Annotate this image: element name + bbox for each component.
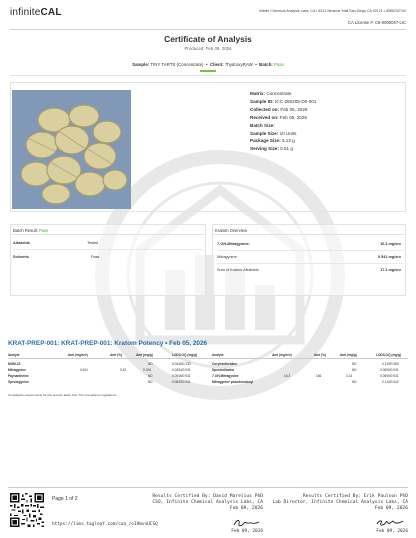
overview-row-name: Sum of Kratom Alkaloids: bbox=[217, 268, 260, 272]
batch-row-value: Tested bbox=[87, 241, 99, 245]
table-cell: ND bbox=[352, 368, 357, 372]
tablets-image-icon bbox=[12, 90, 131, 209]
signature-date: Feb 09, 2026 bbox=[231, 529, 263, 534]
table-cell: Paynantheine bbox=[8, 374, 29, 378]
detail-received: Received on: Feb 05, 2026 bbox=[250, 114, 307, 120]
logo-prefix: infinite bbox=[10, 7, 41, 18]
brand-logo bbox=[10, 7, 62, 18]
accent-bar bbox=[200, 70, 216, 72]
table-cell: ND bbox=[352, 362, 357, 366]
table-cell: MGM-15 bbox=[8, 362, 21, 366]
client-label: Client: bbox=[209, 62, 224, 67]
logo-bold: CAL bbox=[40, 7, 62, 18]
table-cell: 3.24 bbox=[346, 374, 353, 378]
batch-row-name: Alkaloids bbox=[13, 241, 30, 245]
detail-sample-size: Sample Size: 10 Units bbox=[250, 130, 297, 136]
detail-serving-size: Serving Size: 0.51 g bbox=[250, 146, 293, 152]
table-cell: 0.541 bbox=[80, 368, 88, 372]
col-header-analyte: Analyte bbox=[8, 353, 20, 357]
overview-row-value: 0.541 mg/srv bbox=[377, 255, 401, 259]
col-header-amt-mgsrv: Amt (mg/srv) bbox=[68, 353, 88, 357]
page-number: Page 1 of 2 bbox=[52, 496, 78, 502]
detail-collected: Collected on: Feb 05, 2026 bbox=[250, 106, 308, 112]
info-divider bbox=[10, 75, 406, 76]
certifier-block-1 bbox=[152, 494, 263, 512]
table-cell: 166 bbox=[316, 374, 322, 378]
kratom-overview-box bbox=[212, 224, 406, 296]
table-cell: 0.43 bbox=[120, 368, 127, 372]
sample-label: Sample: bbox=[132, 62, 150, 67]
table-cell: Corynantheidine bbox=[212, 362, 238, 366]
table-cell: Speciogynine bbox=[8, 380, 29, 384]
col-header-amt-mgg: Amt (mg/g) bbox=[340, 353, 357, 357]
header-divider bbox=[10, 29, 406, 30]
table-cell: 0.0354/0.931 bbox=[172, 368, 191, 372]
sample-info-row: Sample: TINY TARTS (Concentrate) • Client: 7hydroxyRAW • Batch: Pass bbox=[132, 62, 284, 67]
col-header-amt-pct: Amt (%) bbox=[110, 353, 123, 357]
batch-row-value: Pass bbox=[91, 255, 100, 259]
table-cell: ND bbox=[148, 380, 153, 384]
col-header-analyte: Analyte bbox=[212, 353, 224, 357]
table-cell: 0.119/0.359 bbox=[382, 362, 399, 366]
overview-row-name: 7-OH-Mitragynine: bbox=[217, 242, 250, 246]
table-cell: 0.0840/0.931 bbox=[172, 380, 191, 384]
detail-batch-size: Batch Size: bbox=[250, 122, 275, 128]
batch-result-status: Pass bbox=[39, 228, 49, 233]
page-title: Certificate of Analysis bbox=[164, 34, 252, 44]
table-cell: 0.0690/0.931 bbox=[380, 374, 399, 378]
row-divider bbox=[13, 249, 203, 250]
page-header bbox=[10, 7, 406, 27]
qr-code-icon[interactable] bbox=[10, 493, 44, 527]
col-header-amt-mgsrv: Amt (mg/srv) bbox=[272, 353, 292, 357]
table-cell: 0.106 bbox=[143, 368, 151, 372]
table-cell: 0.0445/0.133 bbox=[172, 362, 191, 366]
signature-icon bbox=[375, 518, 405, 528]
table-cell: 16.3 bbox=[284, 374, 291, 378]
table-cell: 0.0950/0.931 bbox=[380, 368, 399, 372]
certifier-line: Results Certified By: David Marelius PhD bbox=[152, 494, 263, 499]
lab-address: Infinite Chemical Analysis Labs, CA • 8312 Miramar Mall San Diego CA 92121 • 8586232740 bbox=[258, 9, 406, 13]
table-cell: Mitragynine bbox=[8, 368, 26, 372]
batch-status: Pass bbox=[274, 62, 284, 67]
col-header-amt-mgg: Amt (mg/g) bbox=[136, 353, 153, 357]
certifier-line: Lab Director, Infinite Chemical Analysis Labs, CA bbox=[272, 500, 408, 505]
sample-photo bbox=[12, 90, 131, 209]
overview-row-value: 16.3 mg/srv bbox=[380, 242, 401, 246]
col-header-amt-pct: Amt (%) bbox=[314, 353, 327, 357]
batch-result-box bbox=[10, 224, 206, 296]
sample-details bbox=[250, 90, 400, 153]
license-number: CA License #: C8-0000047-LIC bbox=[348, 20, 406, 25]
row-divider bbox=[217, 250, 403, 251]
certifier-line: CSO, Infinite Chemical Analysis Labs, CA bbox=[152, 500, 263, 505]
table-cell: 0.0546/0.931 bbox=[172, 374, 191, 378]
detail-sample-id: Sample ID: ICC-260205-D0-001 bbox=[250, 98, 317, 104]
produced-date: Produced: Feb 09, 2026 bbox=[184, 46, 232, 51]
sample-value: TINY TARTS (Concentrate) bbox=[150, 62, 204, 67]
detail-package-size: Package Size: 5.12 g bbox=[250, 138, 295, 144]
table-cell: 0.114/0.342 bbox=[382, 380, 399, 384]
certifier-line: Feb 09, 2026 bbox=[229, 506, 263, 511]
overview-row-value: 17.1 mg/srv bbox=[380, 268, 401, 272]
certifier-line: Feb 09, 2026 bbox=[374, 506, 408, 511]
batch-result-header bbox=[11, 225, 205, 235]
certifier-line: Results Certified By: Erik Paulson PhD bbox=[302, 494, 408, 499]
signature-icon bbox=[232, 518, 262, 528]
table-cell: Mitragynine pseudoindoxyl bbox=[212, 380, 254, 384]
compliance-note: Compliance requirements for this test are taken from The Compliance regulations. bbox=[8, 393, 117, 397]
table-cell: ND bbox=[148, 362, 153, 366]
col-header-lodloq: LOD/LOQ (mg/g) bbox=[172, 353, 198, 357]
row-divider bbox=[217, 263, 403, 264]
signature-date: Feb 09, 2026 bbox=[376, 529, 408, 534]
detail-matrix: Matrix: Concentrate bbox=[250, 91, 292, 96]
table-cell: ND bbox=[148, 374, 153, 378]
batch-label: Batch: bbox=[259, 62, 273, 67]
batch-result-label: Batch Result: bbox=[13, 228, 38, 233]
potency-title: KRAT-PREP-001: KRAT-PREP-001: Kratom Potency • Feb 05, 2026 bbox=[8, 340, 208, 347]
overview-row-name: Mitragynine: bbox=[217, 255, 238, 259]
batch-row-name: Solvents bbox=[13, 255, 29, 259]
table-cell: Speciociliatine bbox=[212, 368, 235, 372]
client-value: 7hydroxyRAW bbox=[224, 62, 253, 67]
table-header-divider bbox=[8, 358, 408, 359]
lims-link[interactable]: https://lims.tagleaf.com/coa_/o19mvuUCSQ bbox=[52, 522, 158, 527]
table-cell: ND bbox=[352, 380, 357, 384]
certifier-block-2 bbox=[272, 494, 408, 512]
table-cell: 7-OH-Mitragynine bbox=[212, 374, 239, 378]
col-header-lodloq: LOD/LOQ (mg/g) bbox=[376, 353, 402, 357]
footer-divider bbox=[8, 487, 408, 488]
kratom-overview-header: Kratom Overview bbox=[213, 225, 405, 235]
